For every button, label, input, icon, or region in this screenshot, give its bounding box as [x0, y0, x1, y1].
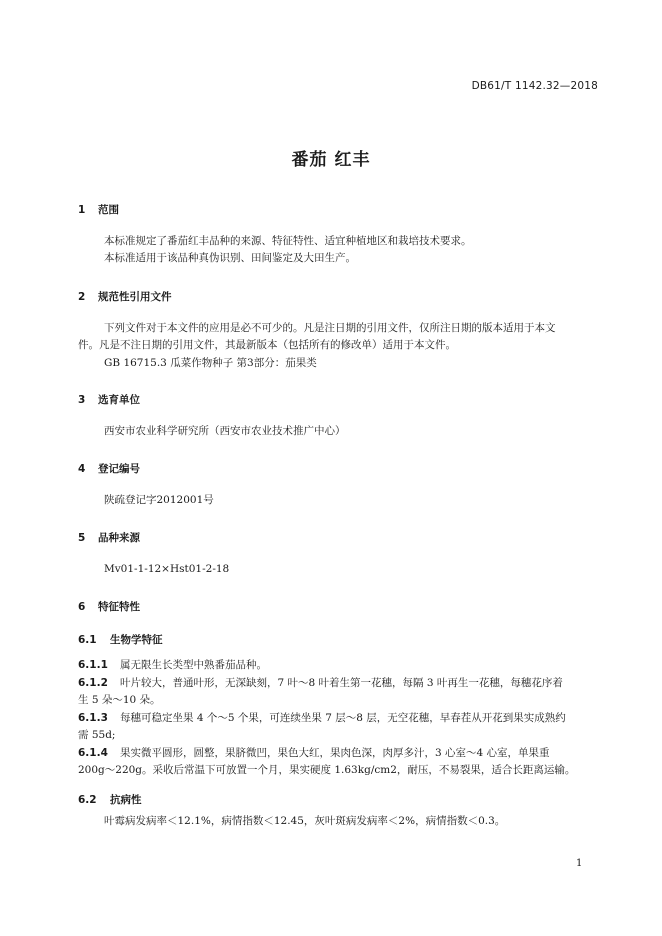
- section-2-heading: [78, 289, 172, 304]
- section-1-paragraph-1: 本标准规定了番茄红丰品种的来源、特征特性、适宜种植地区和栽培技术要求。: [104, 235, 472, 247]
- clause-6-1-3-number: 6.1.3: [78, 712, 108, 724]
- section-6-2-title: 抗病性: [110, 794, 142, 806]
- section-5-heading: [78, 530, 140, 545]
- section-4-number: 4: [78, 463, 86, 475]
- section-6-2-number: 6.2: [78, 794, 97, 806]
- page-number: 1: [576, 858, 583, 869]
- clause-6-1-4: [78, 745, 550, 762]
- section-3-number: 3: [78, 394, 86, 406]
- clause-6-1-4-text-line-1: 果实微平圆形，圆整，果脐微凹，果色大红，果肉色深，肉厚多汁，3 心室～4 心室，单果重: [120, 747, 550, 759]
- clause-6-1-4-text-line-2: 200g～220g。采收后常温下可放置一个月，果实硬度 1.63kg/cm2，耐压，不易裂果，适合长距离运输。: [78, 764, 576, 776]
- section-2-number: 2: [78, 291, 86, 303]
- clause-6-1-1-text: 属无限生长类型中熟番茄品种。: [120, 659, 267, 671]
- section-6-2-heading: [78, 792, 142, 807]
- section-4-paragraph: 陕疏登记字2012001号: [104, 494, 214, 506]
- standard-number: DB61/T 1142.32—2018: [471, 80, 598, 92]
- clause-6-1-1-number: 6.1.1: [78, 659, 108, 671]
- clause-6-1-1: [78, 657, 267, 674]
- section-3-heading: [78, 392, 140, 407]
- clause-6-1-3-text-line-2: 需 55d;: [78, 729, 116, 741]
- section-5-number: 5: [78, 532, 86, 544]
- section-6-title: 特征特性: [98, 601, 140, 613]
- clause-6-1-3-text-line-1: 每穗可稳定坐果 4 个～5 个果，可连续坐果 7 层～8 层，无空花穗，早春茬从开花到果实成熟约: [120, 712, 566, 724]
- clause-6-1-2: [78, 675, 563, 692]
- clause-6-1-2-text-line-2: 生 5 朵～10 朵。: [78, 694, 161, 706]
- section-2-paragraph-line-2: 件。凡是不注日期的引用文件，其最新版本（包括所有的修改单）适用于本文件。: [78, 339, 456, 351]
- section-2-title: 规范性引用文件: [98, 291, 172, 303]
- section-4-heading: [78, 461, 140, 476]
- section-6-1-heading: [78, 632, 163, 647]
- section-6-2-paragraph: 叶霉病发病率＜12.1%，病情指数＜12.45，灰叶斑病发病率＜2%，病情指数＜0.3。: [104, 815, 506, 827]
- section-5-title: 品种来源: [98, 532, 140, 544]
- section-1-title: 范围: [98, 204, 119, 216]
- clause-6-1-2-text-line-1: 叶片较大，普通叶形，无深缺刻，7 叶～8 叶着生第一花穗，每隔 3 叶再生一花穗，每穗花序着: [120, 677, 563, 689]
- section-2-paragraph-line-1: 下列文件对于本文件的应用是必不可少的。凡是注日期的引用文件，仅所注日期的版本适用于本文: [104, 322, 556, 334]
- section-5-paragraph: Mv01-1-12×Hst01-2-18: [104, 563, 230, 575]
- section-1-paragraph-2: 本标准适用于该品种真伪识别、田间鉴定及大田生产。: [104, 252, 356, 264]
- section-4-title: 登记编号: [98, 463, 140, 475]
- section-2-reference: GB 16715.3 瓜菜作物种子 第3部分：茄果类: [104, 357, 317, 369]
- section-6-number: 6: [78, 601, 86, 613]
- section-1-number: 1: [78, 204, 86, 216]
- clause-6-1-4-number: 6.1.4: [78, 747, 108, 759]
- section-3-title: 选育单位: [98, 394, 140, 406]
- clause-6-1-3: [78, 710, 566, 727]
- clause-6-1-2-number: 6.1.2: [78, 677, 108, 689]
- section-6-1-title: 生物学特征: [110, 634, 163, 646]
- section-3-paragraph: 西安市农业科学研究所（西安市农业技术推广中心）: [104, 425, 346, 437]
- section-6-1-number: 6.1: [78, 634, 97, 646]
- section-1-heading: [78, 202, 119, 217]
- section-6-heading: [78, 599, 140, 614]
- document-title: 番茄 红丰: [291, 150, 371, 170]
